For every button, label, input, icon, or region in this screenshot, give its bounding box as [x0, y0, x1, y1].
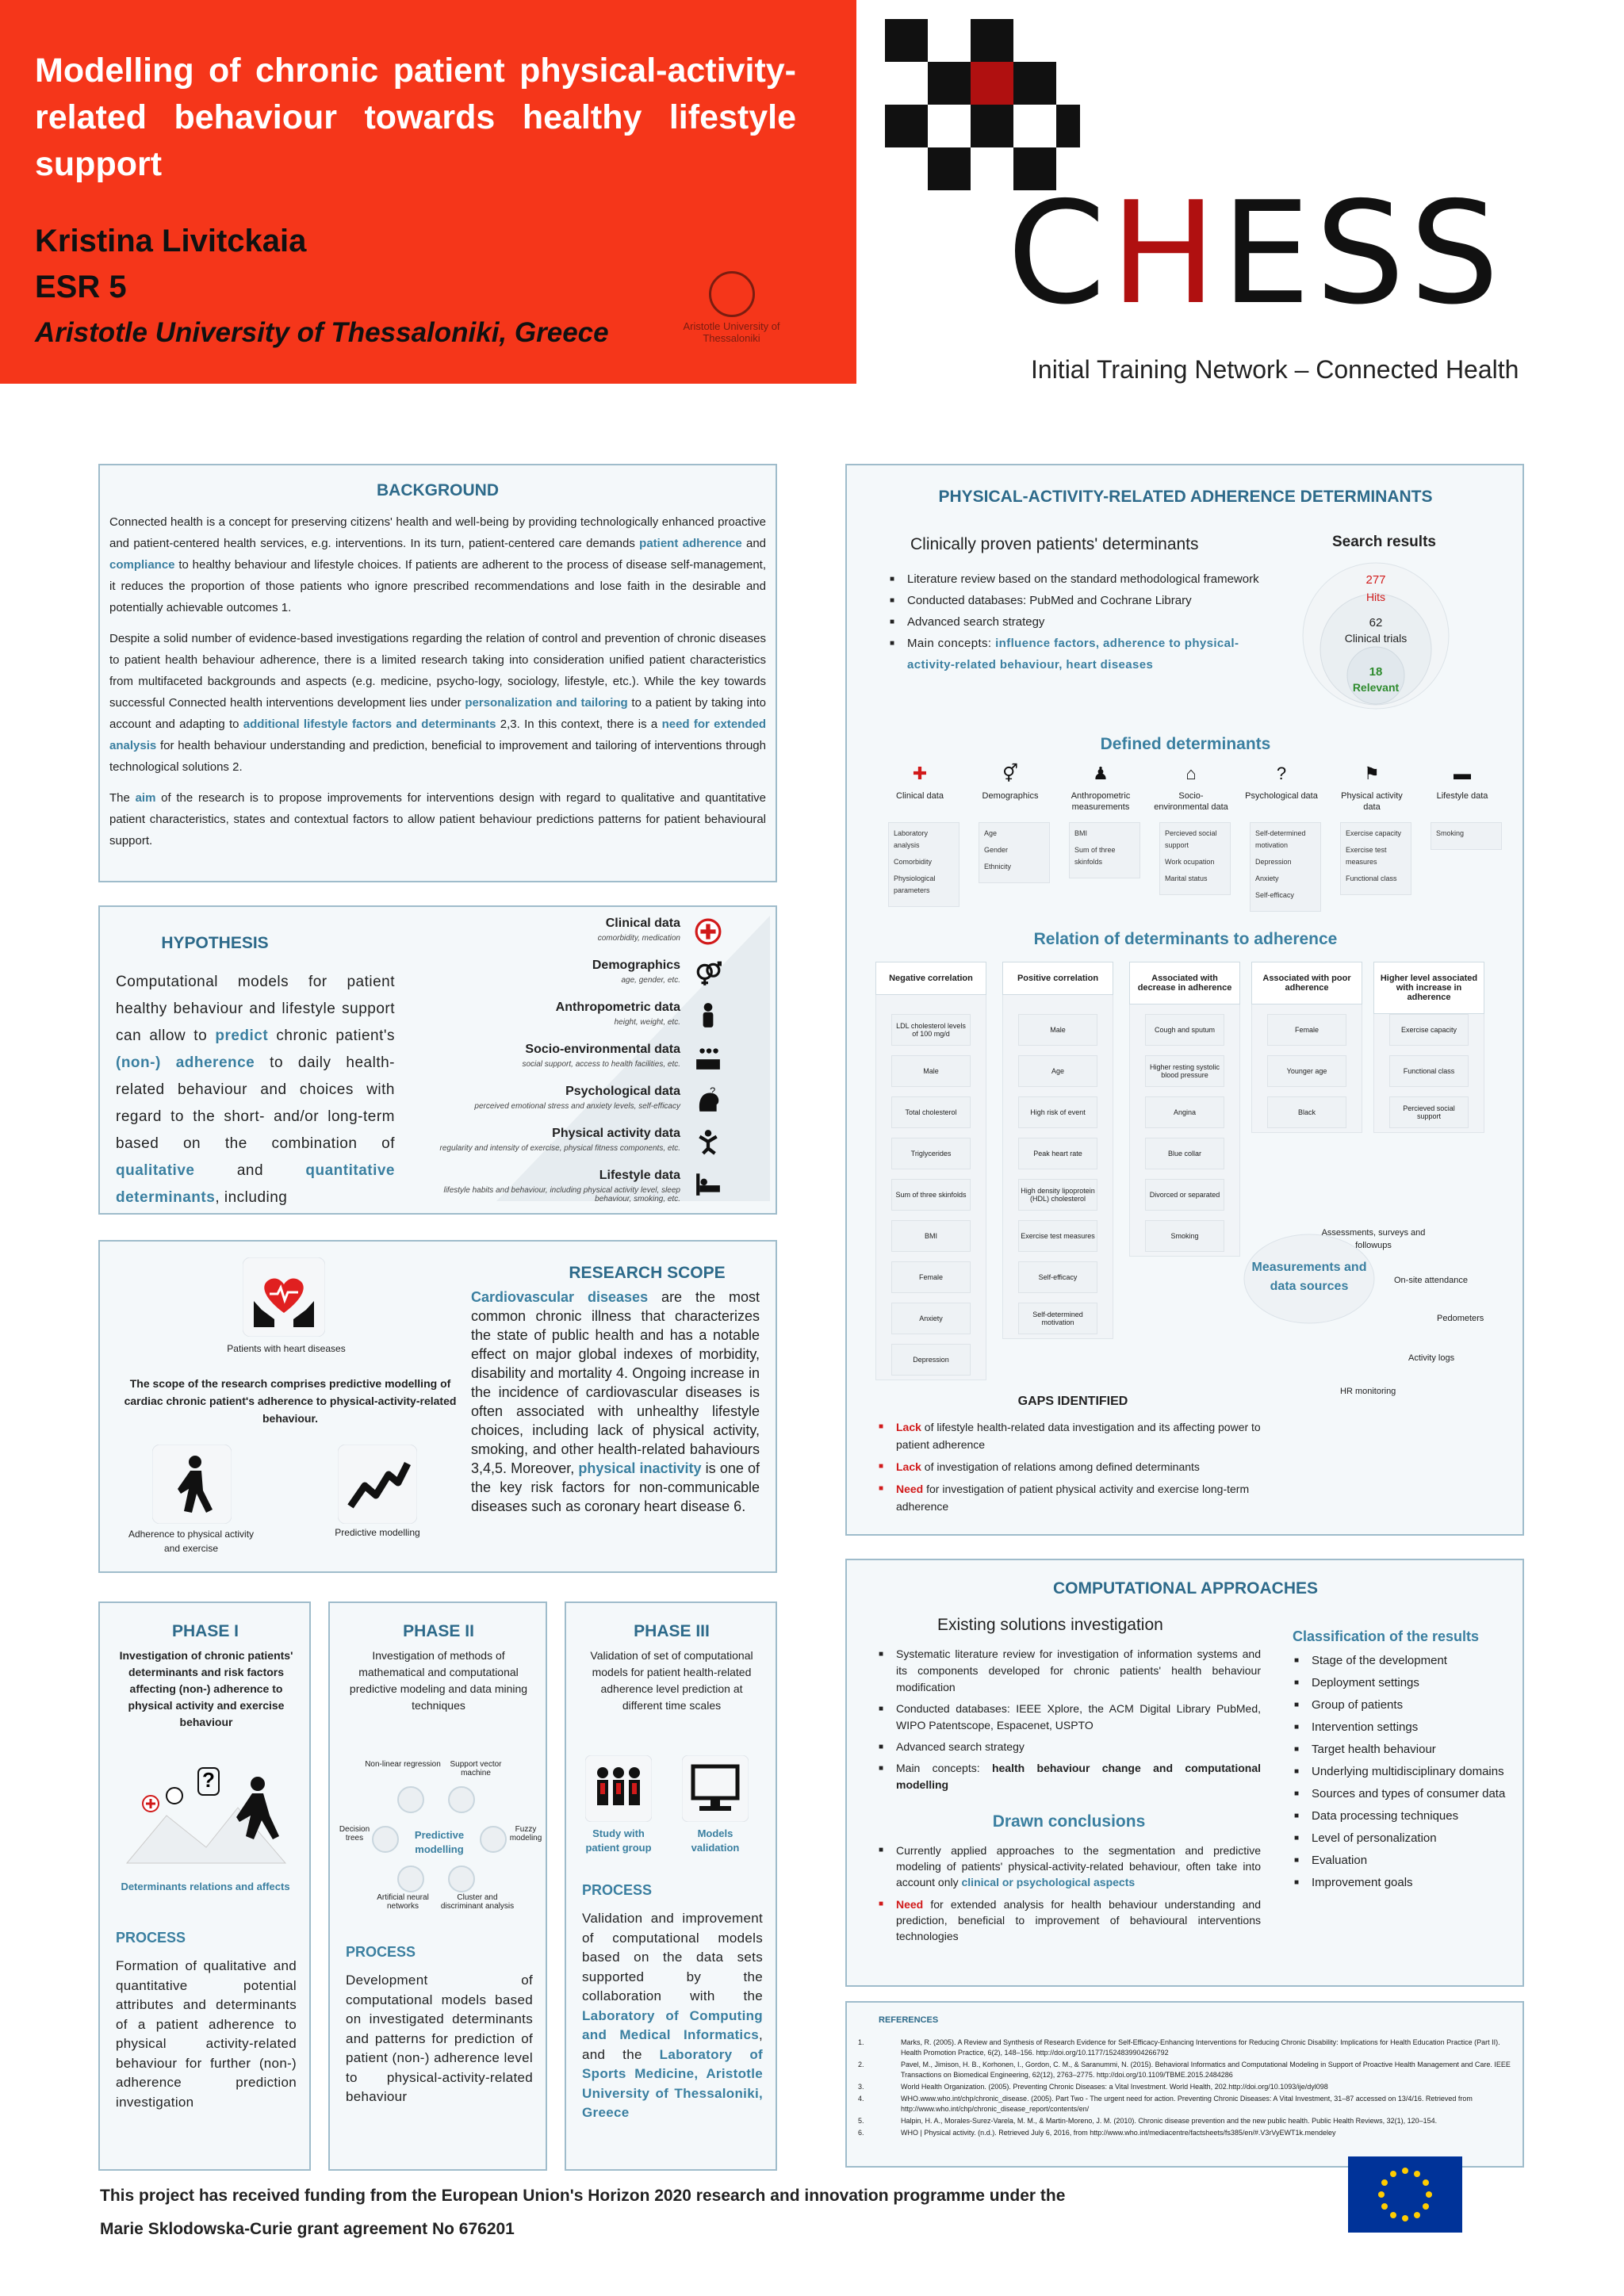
phase-3-panel [565, 1601, 777, 2171]
eu-star [1414, 2171, 1420, 2177]
phase-3-desc: Validation of set of computational models for patient health-related adherence level prediction at different time scales [590, 1649, 753, 1712]
classification-item: ■ Target health behaviour [1293, 1741, 1507, 1758]
category-item: Smoking [1436, 829, 1465, 837]
red-cross-icon [695, 918, 722, 945]
category-item: Functional class [1346, 874, 1397, 882]
references-title: REFERENCES [879, 2015, 939, 2025]
hypothesis-determinant-detail: perceived emotional stress and anxiety levels, self-efficacy [474, 1102, 680, 1111]
category-item: Ethnicity [984, 863, 1012, 871]
computational-title: COMPUTATIONAL APPROACHES [1052, 1579, 1319, 1598]
classification-item: ■ Evaluation [1293, 1852, 1507, 1869]
author-name: Kristina Livitckaia [35, 224, 307, 258]
category-items [1159, 822, 1231, 895]
category-icon: ? [1276, 763, 1287, 783]
category-item: Self-efficacy [1255, 891, 1294, 899]
category-name: Socio-environmental data [1154, 791, 1228, 812]
reference-number: 4. [858, 2095, 864, 2103]
category-items [1250, 822, 1321, 912]
walking-person-icon [152, 1445, 232, 1524]
relation-item: Exercise capacity [1389, 1014, 1469, 1046]
chess-logo-text: CHESS [1007, 171, 1504, 335]
reference-number: 2. [858, 2061, 864, 2068]
phase-1-caption: Determinants relations and affects [121, 1881, 290, 1892]
classification-item: ■ Level of personalization [1293, 1830, 1507, 1847]
hypothesis-determinant-detail: social support, access to health facilities, etc. [522, 1060, 680, 1069]
poster-header [0, 0, 856, 384]
relation-column-head: Associated with poor adherence [1251, 962, 1362, 1004]
classification-item: ■ Improvement goals [1293, 1874, 1507, 1892]
relation-item: Cough and sputum [1145, 1014, 1224, 1046]
background-panel [98, 464, 777, 882]
patients-label: Patients with heart diseases [227, 1343, 346, 1354]
classification-item: ■ Group of patients [1293, 1697, 1507, 1714]
references-panel [845, 2001, 1524, 2168]
determinants-title: PHYSICAL-ACTIVITY-RELATED ADHERENCE DETERMINANTS [938, 488, 1433, 506]
hypothesis-determinant-name: Demographics [592, 959, 680, 972]
bed-icon [695, 1170, 722, 1197]
eu-star [1426, 2191, 1432, 2198]
gap-item: ■ Need for investigation of patient physical activity and exercise long-term adherence [877, 1480, 1289, 1515]
defined-determinants-title: Defined determinants [1100, 735, 1271, 753]
bullet-item: ■ Systematic literature review for investigation of information systems and its components developed for chronic patients' health behaviour modification [877, 1646, 1261, 1696]
phase-2-process-title: PROCESS [346, 1944, 416, 1960]
category-icon: ♟ [1093, 763, 1109, 783]
category-item: Depression [1255, 858, 1292, 866]
classification-item: ■ Underlying multidisciplinary domains [1293, 1763, 1507, 1781]
relation-item: Anxiety [891, 1303, 971, 1334]
eu-star [1381, 2179, 1388, 2186]
conclusions-list [877, 1843, 1261, 1944]
category-items [979, 822, 1050, 883]
category-items [1069, 822, 1140, 878]
phase-3-label-1: Study with patient group [585, 1827, 652, 1854]
category-item: Marital status [1165, 874, 1208, 882]
relation-item: Divorced or separated [1145, 1179, 1224, 1211]
background-title: BACKGROUND [377, 481, 499, 499]
trials-label: Clinical trials [1344, 632, 1408, 645]
measurement-item: Activity logs [1408, 1353, 1455, 1363]
hypothesis-title: HYPOTHESIS [161, 934, 269, 952]
eu-star [1378, 2191, 1385, 2198]
hypothesis-determinant-detail: regularity and intensity of exercise, physical fitness components, etc. [439, 1144, 680, 1153]
category-item: Self-determined motivation [1255, 829, 1306, 849]
method-node: Cluster and discriminant analysis [440, 1893, 515, 1911]
reference-text: Halpin, H. A., Morales-Surez-Varela, M. M., & Martin-Moreno, J. M. (2010). Chronic disease prevention and the new public health. Public Health Reviews, 32(1), 120–154. [901, 2117, 1438, 2125]
category-item: BMI [1074, 829, 1088, 837]
person-icon [695, 1002, 722, 1029]
determinants-subtitle: Clinically proven patients' determinants [910, 535, 1199, 553]
reference-number: 5. [858, 2117, 864, 2125]
category-icon: ⚥ [1002, 763, 1018, 783]
funding-line-2: Marie Sklodowska-Curie grant agreement No 676201 [100, 2220, 515, 2238]
reference-item [855, 2038, 1513, 2058]
category-name: Anthropometric measurements [1071, 791, 1131, 812]
patient-group-icon [585, 1755, 652, 1822]
eu-star [1381, 2203, 1388, 2210]
method-node: Decision trees [339, 1825, 370, 1843]
relation-title: Relation of determinants to adherence [1033, 930, 1338, 948]
eu-star [1402, 2168, 1408, 2174]
university-seal [678, 271, 785, 350]
background-p2: Despite a solid number of evidence-based investigations regarding the relation of control and prevention of chronic diseases to patient health behaviour adherence, there is a limited research taking into consideration unified patient characteristics from multifaceted backgrounds and aspects (e.g. medicine, psycho-logy, sociology, lifestyle, etc.). While the key towards successful Connected health interventions development lies under personalization and tailoring to a patient by taking into account and adapting to additional lifestyle factors and determinants 2,3. In this context, there is a need for extended analysis for health behaviour understanding and prediction, beneficial to improvement and tailoring of interventions through technological solutions 2. [109, 632, 767, 774]
phase-2-title: PHASE II [403, 1622, 474, 1640]
phase-3-title: PHASE III [634, 1622, 710, 1640]
gaps-list [877, 1418, 1289, 1515]
method-node: Artificial neural networks [377, 1893, 429, 1911]
eu-star [1390, 2171, 1396, 2177]
reference-number: 3. [858, 2083, 864, 2091]
relation-item: High density lipoprotein (HDL) cholesterol [1018, 1179, 1097, 1211]
measurements-center: Measurements and data sources [1251, 1261, 1367, 1293]
relation-item: Age [1018, 1055, 1097, 1087]
scope-text: Cardiovascular diseases are the most common chronic illness that characterizes the state of public health and has a notable effect on major global indexes of morbidity, disability and mortality 4. Ongoing increase in the incidence of cardiovascular diseases is often associated with unhealthy lifestyle choices, including lack of physical activity, smoking, and other health-related bahaviours 3,4,5. Moreover, physical inactivity is one of the key risk factors for non-communicable diseases such as coronary heart disease 6. [471, 1289, 760, 1514]
relation-item: Male [1018, 1014, 1097, 1046]
category-icon: ▬ [1454, 763, 1471, 783]
determinants-panel [845, 464, 1524, 1536]
bullet-item: ■ Literature review based on the standard methodological framework [888, 568, 1269, 590]
relation-item: Sum of three skinfolds [891, 1179, 971, 1211]
category-name: Physical activity data [1341, 791, 1403, 812]
hypothesis-text: Computational models for patient healthy behaviour and lifestyle support can allow to predict chronic patient's (non-) adherence to daily health-related behaviour and choices with regard to the short- and/or long-term based on the combination of qualitative and quantitative determinants, including [116, 974, 396, 1206]
reference-item [855, 2128, 1513, 2138]
category-icon: ⌂ [1185, 763, 1197, 783]
phase-3-label-2: Models validation [691, 1827, 740, 1854]
relation-item: Younger age [1267, 1055, 1346, 1087]
trials-count: 62 [1369, 616, 1383, 629]
bullet-item: ■ Advanced search strategy [877, 1739, 1261, 1755]
computational-subtitle: Existing solutions investigation [937, 1616, 1163, 1634]
eu-star [1402, 2215, 1408, 2221]
author-position: ESR 5 [35, 270, 127, 304]
classification-item: ■ Data processing techniques [1293, 1808, 1507, 1825]
reference-text: WHO.www.who.int/chp/chronic_disease. (2005). Part Two - The urgent need for action. Preventing Chronic Diseases: A Vital Investment, 31–87 accessed on 13/4/16. Retrieved from http://www.who.int/chp/chronic_disease_report/contents/en/ [901, 2095, 1473, 2113]
hypothesis-determinant-name: Clinical data [605, 916, 680, 930]
classification-item: ■ Intervention settings [1293, 1719, 1507, 1736]
search-results-title: Search results [1332, 534, 1436, 550]
relevant-count: 18 [1369, 665, 1383, 679]
phase-2-center: Predictive modelling [414, 1829, 465, 1855]
relation-column-head: Positive correlation [1002, 962, 1113, 995]
category-item: Anxiety [1255, 874, 1279, 882]
scope-summary: The scope of the research comprises predictive modelling of cardiac chronic patient's adherence to physical-activity-related behaviour. [124, 1377, 457, 1425]
eu-star [1414, 2212, 1420, 2218]
hits-label: Hits [1365, 591, 1386, 603]
category-icon: ⚑ [1364, 763, 1380, 783]
seal-text: Aristotle University of Thessaloniki [683, 320, 780, 344]
adherence-label: Adherence to physical activity and exercise [128, 1529, 255, 1554]
classification-item: ■ Stage of the development [1293, 1652, 1507, 1670]
reference-item [855, 2060, 1513, 2080]
relation-item: Functional class [1389, 1055, 1469, 1087]
affiliation: Aristotle University of Thessaloniki, Greece [35, 317, 609, 348]
category-name: Clinical data [896, 791, 944, 801]
phase-3-process: Validation and improvement of computational models based on the data sets supported by the collaboration with the Laboratory of Computing and Medical Informatics, and the Laboratory of Sports Medicine, Aristotle University of Thessaloniki, Greece [582, 1911, 763, 2120]
eu-star [1423, 2203, 1429, 2210]
measurement-item: Pedometers [1437, 1314, 1484, 1323]
category-items [888, 822, 959, 907]
phase-1-panel [98, 1601, 311, 2171]
bullet-item: ■ Advanced search strategy [888, 611, 1269, 633]
reference-number: 6. [858, 2129, 864, 2137]
category-items [1431, 822, 1502, 850]
poster-title: Modelling of chronic patient physical-activity-related behaviour towards healthy lifestyle support [35, 52, 796, 183]
measurement-item: Assessments, surveys and followups [1321, 1228, 1426, 1250]
category-item: Gender [984, 846, 1009, 854]
eu-star [1390, 2212, 1396, 2218]
conclusion-item: ■ Currently applied approaches to the segmentation and predictive modeling of patients' physical-activity-related behaviour, often take into account only clinical or psychological aspects [877, 1843, 1261, 1890]
trend-chart-icon [338, 1445, 417, 1524]
exercise-icon [695, 1128, 722, 1155]
hypothesis-determinant-detail: height, weight, etc. [614, 1018, 680, 1027]
classification-item: ■ Deployment settings [1293, 1674, 1507, 1692]
category-item: Exercise capacity [1346, 829, 1402, 837]
predictive-label: Predictive modelling [335, 1527, 420, 1538]
category-icon: ✚ [912, 763, 928, 783]
category-item: Work ocupation [1165, 858, 1215, 866]
category-items [1340, 822, 1411, 895]
classification-list [1293, 1652, 1507, 1896]
reference-text: Marks, R. (2005). A Review and Synthesis of Research Evidence for Self-Efficacy-Enhancing Interventions for Reducing Chronic Disability: Implications for Health Education Practice (Part II). Health Promotion Practice, 6(2), 148–156. http://doi.org/10.1177/1524839904266792 [901, 2038, 1500, 2057]
phase-2-process: Development of computational models based on investigated determinants and patterns for prediction of patient (non-) adherence level to physical-activity-related behaviour [346, 1973, 533, 2104]
svg-text:?: ? [202, 1768, 215, 1792]
category-item: Age [984, 829, 998, 837]
reference-item [855, 2116, 1513, 2126]
relation-item: Percieved social support [1389, 1096, 1469, 1128]
relation-item: Self-efficacy [1018, 1261, 1097, 1293]
bullet-item: ■ Main concepts: health behaviour change and computational modelling [877, 1760, 1261, 1793]
bullet-item: ■ Conducted databases: IEEE Xplore, the ACM Digital Library PubMed, WIPO Patentscope, Espacenet, USPTO [877, 1701, 1261, 1734]
hypothesis-determinant-name: Socio-environmental data [525, 1043, 680, 1056]
bullet-item: ■ Conducted databases: PubMed and Cochrane Library [888, 590, 1269, 611]
relation-item: Black [1267, 1096, 1346, 1128]
reference-number: 1. [858, 2038, 864, 2046]
classification-title: Classification of the results [1293, 1628, 1480, 1644]
relation-item: Peak heart rate [1018, 1138, 1097, 1169]
relation-item: Triglycerides [891, 1138, 971, 1169]
hypothesis-determinant-name: Anthropometric data [555, 1001, 680, 1014]
determinants-bullets [888, 568, 1269, 675]
gap-item: ■ Lack of lifestyle health-related data investigation and its affecting power to patient adherence [877, 1418, 1289, 1453]
relation-item: Male [891, 1055, 971, 1087]
category-name: Lifestyle data [1436, 791, 1488, 801]
category-item: Comorbidity [894, 858, 933, 866]
measurement-item: HR monitoring [1340, 1387, 1396, 1396]
computational-panel [845, 1559, 1524, 1987]
eu-star [1423, 2179, 1429, 2186]
relation-item: Depression [891, 1344, 971, 1376]
relation-item: Female [891, 1261, 971, 1293]
research-scope-title: RESEARCH SCOPE [569, 1264, 726, 1282]
gender-icon [695, 960, 722, 987]
reference-text: WHO | Physical activity. (n.d.). Retrieved July 6, 2016, from http://www.who.int/mediacentre/factsheets/fs385/en/#.V3rVyEWT1k.mendeley [901, 2129, 1336, 2137]
relation-item: High risk of event [1018, 1096, 1097, 1128]
hypothesis-determinant-name: Physical activity data [552, 1127, 680, 1140]
category-name: Demographics [982, 791, 1039, 801]
determinants-climbing-icon [119, 1760, 293, 1879]
relation-item: Self-determined motivation [1018, 1303, 1097, 1334]
relation-item: Blue collar [1145, 1138, 1224, 1169]
category-item: Percieved social support [1165, 829, 1217, 849]
research-scope-panel [98, 1240, 777, 1573]
hypothesis-determinant-name: Lifestyle data [599, 1169, 680, 1182]
category-item: Exercise test measures [1346, 846, 1387, 866]
hits-count: 277 [1365, 573, 1386, 587]
phase-1-process-title: PROCESS [116, 1930, 186, 1946]
relation-item: BMI [891, 1220, 971, 1252]
reference-item [855, 2094, 1513, 2114]
phase-1-desc: Investigation of chronic patients' determinants and risk factors affecting (non-) adherence to physical activity and exercise behaviour [119, 1649, 293, 1728]
seal-ring-icon [709, 271, 755, 317]
svg-text:?: ? [710, 1086, 716, 1097]
reference-item [855, 2082, 1513, 2092]
relation-item: Total cholesterol [891, 1096, 971, 1128]
relevant-label: Relevant [1352, 681, 1400, 694]
method-node: Fuzzy modeling [509, 1825, 542, 1843]
phase-2-panel [328, 1601, 547, 2171]
relation-item: LDL cholesterol levels of 100 mg/d [891, 1014, 971, 1046]
classification-item: ■ Sources and types of consumer data [1293, 1785, 1507, 1803]
method-node: Support vector machine [450, 1760, 502, 1777]
relation-item: Exercise test measures [1018, 1220, 1097, 1252]
hypothesis-determinant-detail: age, gender, etc. [621, 976, 680, 985]
category-item: Physiological parameters [894, 874, 936, 894]
category-name: Psychological data [1245, 791, 1318, 801]
community-icon [695, 1044, 722, 1071]
relation-item: Female [1267, 1014, 1346, 1046]
bullet-item: ■ Main concepts: influence factors, adherence to physical-activity-related behaviour, heart diseases [888, 633, 1269, 675]
relation-item: Higher resting systolic blood pressure [1145, 1055, 1224, 1087]
phase-1-process: Formation of qualitative and quantitative potential attributes and determinants of a patient adherence to physical activity-related behaviour for further (non-) adherence prediction investigation [116, 1958, 297, 2110]
phase-2-desc: Investigation of methods of mathematical and computational predictive modeling and data mining techniques [349, 1649, 528, 1712]
head-question-icon [695, 1086, 722, 1113]
drawn-conclusions-title: Drawn conclusions [992, 1812, 1146, 1831]
category-item: Sum of three skinfolds [1074, 846, 1116, 866]
computational-bullets [877, 1646, 1261, 1793]
eu-flag-icon [1348, 2156, 1462, 2233]
background-p3: The aim of the research is to propose improvements for interventions design with regard to qualitative and quantitative patient characteristics, states and contextual factors to allow patient behaviour predictions patterns for patient behavioural support. [109, 791, 766, 848]
chess-logo-subtitle: Initial Training Network – Connected Health [1031, 355, 1519, 384]
relation-item: Angina [1145, 1096, 1224, 1128]
category-item: Laboratory analysis [894, 829, 929, 849]
phase-3-process-title: PROCESS [582, 1882, 653, 1898]
background-p1: Connected health is a concept for preserving citizens' health and well-being by providing technologically enhanced proactive and patient-centered health services, e.g. interventions. In its turn, patient-centered care demands patient adherence and compliance to healthy behaviour and lifestyle choices. If patients are adherent to the process of disease self-management, it reduces the proportion of those patients who ignore prescribed recommendations and lose faith in the desirable and potentially achievable outcomes 1. [109, 515, 767, 614]
relation-item: Smoking [1145, 1220, 1224, 1252]
conclusion-item: ■ Need for extended analysis for health behaviour understanding and prediction, beneficial to improvement of behavioural interventions technologies [877, 1896, 1261, 1944]
gaps-title: GAPS IDENTIFIED [1017, 1395, 1128, 1408]
references-list [855, 2038, 1513, 2140]
method-node: Non-linear regression [365, 1760, 441, 1769]
measurement-item: On-site attendance [1394, 1276, 1468, 1285]
reference-text: Pavel, M., Jimison, H. B., Korhonen, I., Gordon, C. M., & Saranummi, N. (2015). Behavioral Informatics and Computational Modeling in Support of Proactive Health Management and Care. IEEE Transactions on Biomedical Engineering, 62(12), 2763–2775. http://doi.org/10.1109/TBME.2015.2484286 [901, 2061, 1511, 2079]
heart-hands-icon [243, 1257, 325, 1337]
relation-column-head: Associated with decrease in adherence [1129, 962, 1240, 1004]
gap-item: ■ Lack of investigation of relations among defined determinants [877, 1458, 1289, 1475]
hypothesis-panel [98, 905, 777, 1215]
hypothesis-determinant-detail: lifestyle habits and behaviour, including physical activity level, sleep behaviour, smoking, etc. [443, 1186, 680, 1203]
hypothesis-determinant-name: Psychological data [565, 1085, 680, 1098]
phase-1-title: PHASE I [171, 1622, 239, 1640]
hypothesis-determinant-detail: comorbidity, medication [597, 934, 680, 943]
computer-monitor-icon [682, 1755, 749, 1822]
reference-text: World Health Organization. (2005). Preventing Chronic Diseases: a Vital Investment. World Health, 202.http://doi.org/10.1093/ije/dyl098 [901, 2083, 1328, 2091]
relation-column-head: Negative correlation [875, 962, 986, 995]
relation-column-head: Higher level associated with increase in adherence [1373, 962, 1484, 1014]
funding-line-1: This project has received funding from the European Union's Horizon 2020 research and innovation programme under the [100, 2187, 1066, 2205]
